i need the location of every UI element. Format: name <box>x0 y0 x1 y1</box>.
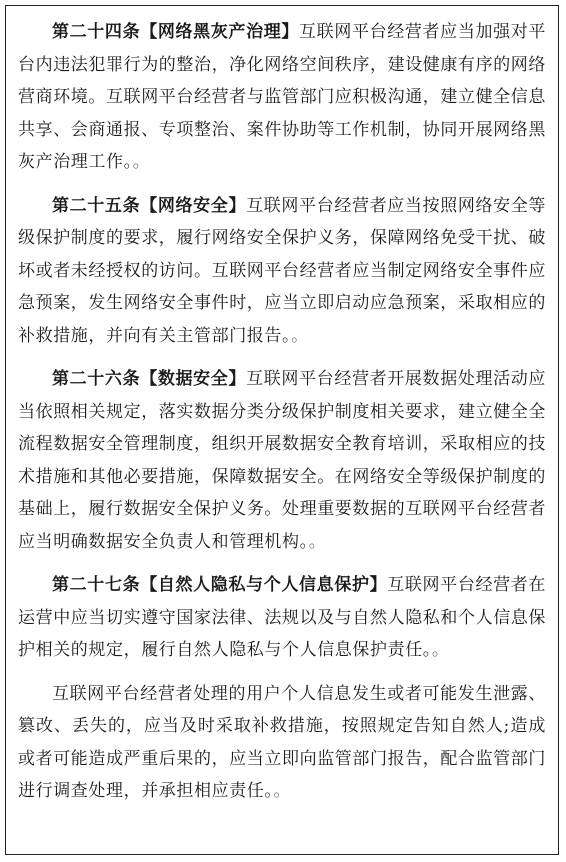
article-number: 第二十四条 <box>52 22 141 42</box>
closing-paragraph <box>18 678 546 808</box>
article-title: 【数据安全】 <box>140 369 247 389</box>
article-body: 互联网平台经营者应当按照网络安全等级保护制度的要求，履行网络安全保护义务，保障网络免受干扰、破坏或者未经授权的访问。互联网平台经营者应当制定网络安全事件应急预案，发生网络安全事件时，应当立即启动应急预案，采取相应的补救措施，并向有关主管部门报告。 <box>18 195 547 346</box>
paragraph-mark: 。 <box>273 781 292 801</box>
document-page <box>5 5 559 855</box>
article-number: 第二十七条 <box>52 575 141 595</box>
article-25 <box>18 190 546 353</box>
article-title: 【自然人隐私与个人信息保护】 <box>140 575 388 595</box>
paragraph-mark: 。 <box>291 325 309 346</box>
article-title: 【网络安全】 <box>140 195 247 216</box>
article-number: 第二十五条 <box>52 195 141 216</box>
article-body: 互联网平台经营者应当加强对平台内违法犯罪行为的整治，净化网络空间秩序，建设健康有序的网络营商环境。互联网平台经营者与监管部门应积极沟通，建立健全信息共享、会商通报、专项整治、案件协助等工作机制，协同开展网络黑灰产治理工作。 <box>18 22 547 172</box>
paragraph-mark: 。 <box>132 152 151 172</box>
paragraph-body: 互联网平台经营者处理的用户个人信息发生或者可能发生泄露、篡改、丢失的，应当及时采取补救措施，按照规定告知自然人;造成或者可能造成严重后果的，应当立即向监管部门报告，配合监管部门进行调查处理，并承担相应责任。 <box>18 683 546 801</box>
paragraph-mark: 。 <box>308 531 327 552</box>
article-body: 互联网平台经营者开展数据处理活动应当依照相关规定，落实数据分类分级保护制度相关要求，建立健全全流程数据安全管理制度，组织开展数据安全教育培训，采取相应的技术措施和其他必要措施，保障数据安全。在网络安全等级保护制度的基础上，履行数据安全保护义务。处理重要数据的互联网平台经营者应当明确数据安全负责人和管理机构。 <box>18 369 547 552</box>
article-title: 【网络黑灰产治理】 <box>140 22 300 42</box>
article-body: 互联网平台经营者在运营中应当切实遵守国家法律、法规以及与自然人隐私和个人信息保护相关的规定，履行自然人隐私与个人信息保护责任。 <box>18 575 547 660</box>
article-number: 第二十六条 <box>52 369 141 389</box>
article-24 <box>18 16 546 179</box>
article-27 <box>18 569 546 667</box>
article-26 <box>18 363 546 558</box>
paragraph-mark: 。 <box>431 640 450 660</box>
